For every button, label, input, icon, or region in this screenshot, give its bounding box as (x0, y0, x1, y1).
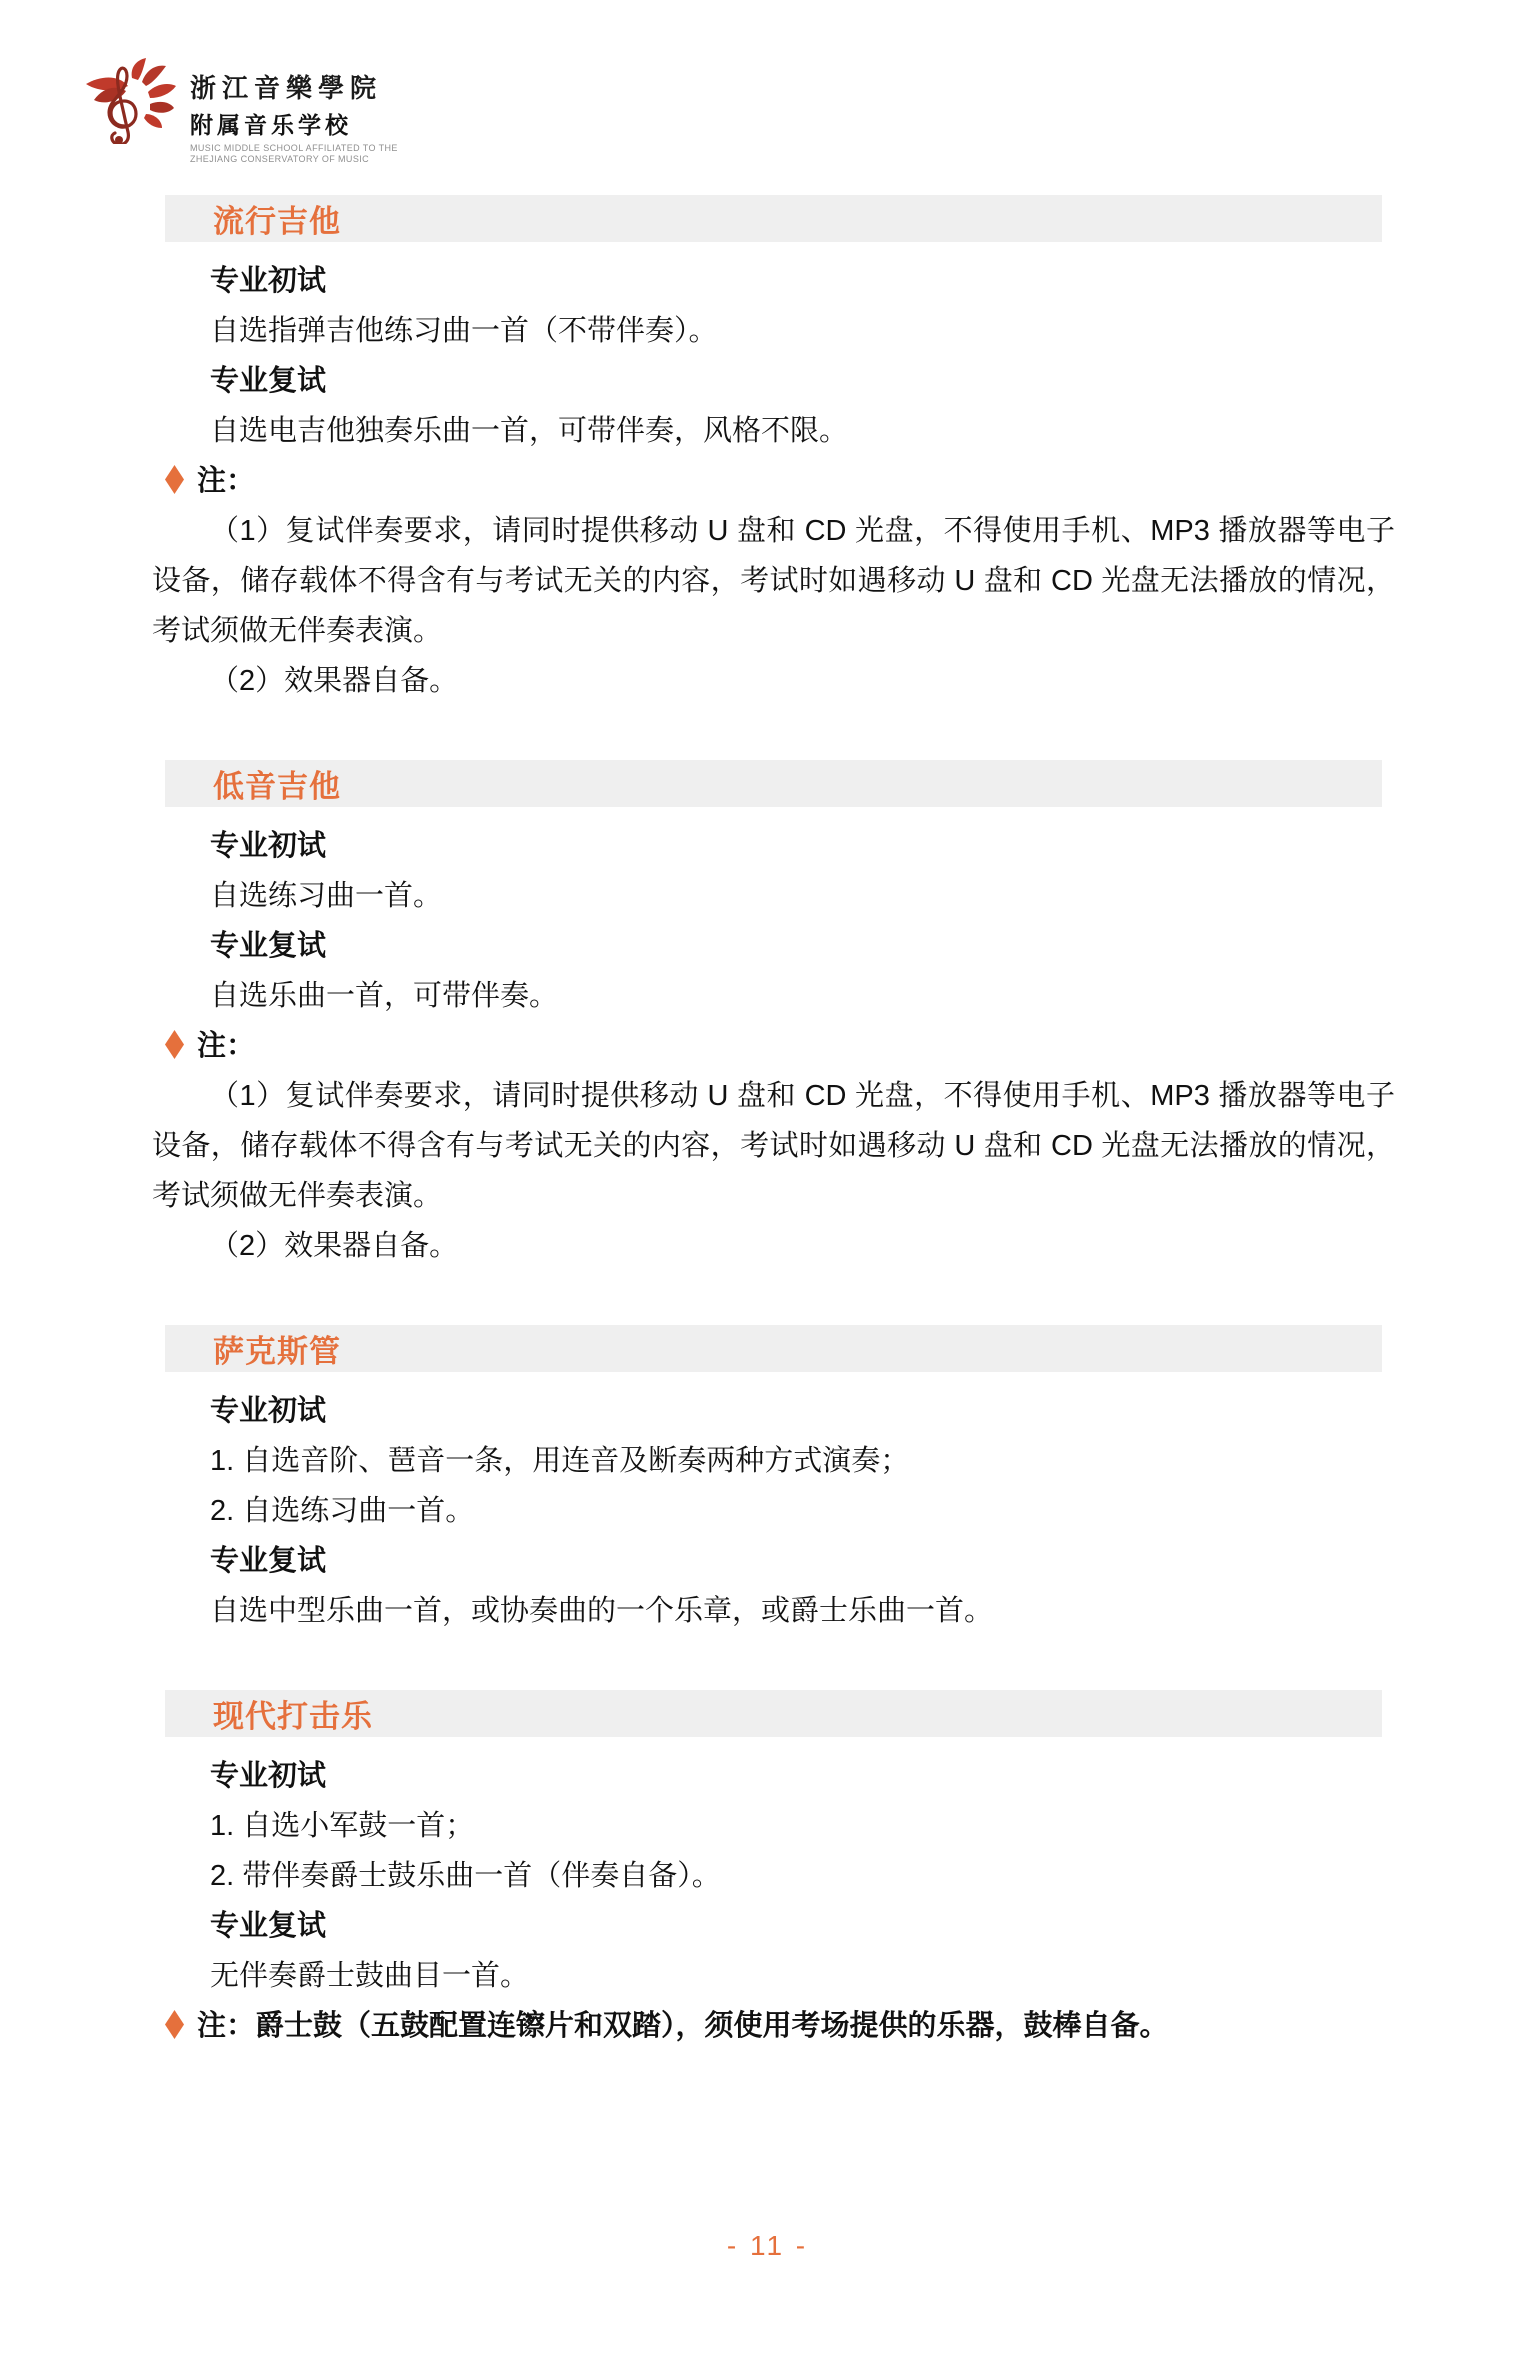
section-title: 现代打击乐 (213, 1699, 373, 1734)
paragraph: 自选电吉他独奏乐曲一首，可带伴奏，风格不限。 (210, 415, 849, 447)
section (152, 1325, 1395, 1636)
subhead: 专业复试 (210, 930, 327, 962)
note-diamond-icon (165, 465, 184, 494)
logo-calligraphy-name: 浙江音樂學院 (190, 74, 383, 104)
note-line (152, 456, 1395, 506)
logo-text-block (190, 56, 398, 165)
note-diamond-icon (165, 2010, 184, 2039)
subhead: 专业初试 (210, 1760, 327, 1792)
logo-en-line1: MUSIC MIDDLE SCHOOL AFFILIATED TO THE (190, 143, 398, 153)
note-text: 注：爵士鼓（五鼓配置连镲片和双踏），须使用考场提供的乐器，鼓棒自备。 (197, 2010, 1169, 2042)
logo-school-name: 附属音乐学校 (190, 112, 352, 138)
paragraph: （2）效果器自备。 (210, 665, 459, 697)
subhead: 专业初试 (210, 1395, 327, 1427)
section (152, 760, 1395, 1271)
paragraph: 无伴奏爵士鼓曲目一首。 (210, 1960, 530, 1992)
section-title-bar (165, 195, 1382, 242)
section-title-bar (165, 1325, 1382, 1372)
school-logo (80, 56, 398, 165)
subhead: 专业复试 (210, 1910, 327, 1942)
note-text: 注： (197, 465, 256, 497)
logo-school-name-en (190, 143, 398, 165)
section-title-bar (165, 760, 1382, 807)
phoenix-treble-clef-icon (80, 56, 180, 144)
paragraph: （1）复试伴奏要求，请同时提供移动 U 盘和 CD 光盘，不得使用手机、MP3 播放器等电子设备，储存载体不得含有与考试无关的内容，考试时如遇移动 U 盘和 CD 光盘无法播放的情况，考试须做无伴奏表演。 (152, 515, 1395, 647)
paragraph: 自选练习曲一首。 (210, 880, 443, 912)
note-line (152, 1021, 1395, 1071)
subhead: 专业复试 (210, 365, 327, 397)
paragraph: （2）效果器自备。 (210, 1230, 459, 1262)
note-line (152, 2001, 1395, 2051)
subhead: 专业初试 (210, 830, 327, 862)
exam-requirements-content (152, 195, 1395, 2105)
paragraph: 1. 自选小军鼓一首； (210, 1810, 475, 1842)
paragraph: 自选乐曲一首，可带伴奏。 (210, 980, 559, 1012)
section-title: 流行吉他 (213, 204, 341, 239)
section (152, 195, 1395, 706)
paragraph: 1. 自选音阶、琶音一条，用连音及断奏两种方式演奏； (210, 1445, 910, 1477)
section-title-bar (165, 1690, 1382, 1737)
logo-en-line2: ZHEJIANG CONSERVATORY OF MUSIC (190, 154, 370, 164)
subhead: 专业初试 (210, 265, 327, 297)
section (152, 1690, 1395, 2051)
paragraph: 自选指弹吉他练习曲一首（不带伴奏）。 (210, 315, 718, 347)
paragraph: 自选中型乐曲一首，或协奏曲的一个乐章，或爵士乐曲一首。 (210, 1595, 994, 1627)
note-diamond-icon (165, 1030, 184, 1059)
section-title: 低音吉他 (213, 769, 341, 804)
page-number: - 11 - (726, 2230, 809, 2261)
section-title: 萨克斯管 (213, 1334, 341, 1369)
note-text: 注： (197, 1030, 256, 1062)
paragraph: 2. 自选练习曲一首。 (210, 1495, 475, 1527)
subhead: 专业复试 (210, 1545, 327, 1577)
paragraph: （1）复试伴奏要求，请同时提供移动 U 盘和 CD 光盘，不得使用手机、MP3 播放器等电子设备，储存载体不得含有与考试无关的内容，考试时如遇移动 U 盘和 CD 光盘无法播放的情况，考试须做无伴奏表演。 (152, 1080, 1395, 1212)
paragraph: 2. 带伴奏爵士鼓乐曲一首（伴奏自备）。 (210, 1860, 721, 1892)
